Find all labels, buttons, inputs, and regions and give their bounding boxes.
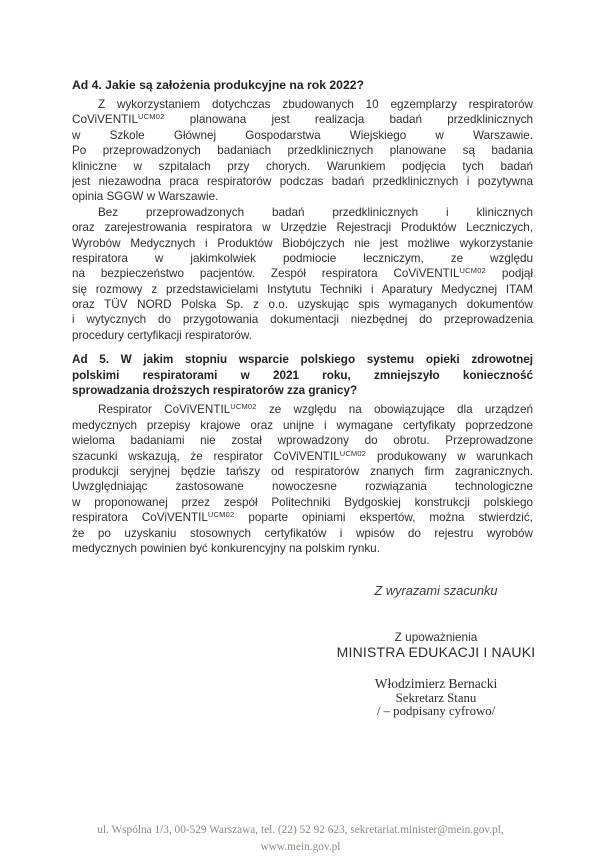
signer-name: Włodzimierz Bernacki — [374, 676, 498, 691]
authorization-line: Z upoważnienia — [394, 630, 478, 644]
text-line: w proponowanej przez zespół Politechniki Bydgoskiej konstrukcji polskiego — [72, 495, 533, 509]
authority-name: MINISTRA EDUKACJI I NAUKI — [336, 644, 536, 660]
text-line: Uwzględniając zastosowane nowoczesne rozwiązania technologiczne — [72, 480, 533, 494]
text-line — [72, 112, 533, 127]
superscript-model-code: UCM02 — [339, 448, 367, 458]
text-segment: szacunki wskazują, że respirator CoViVENTIL — [72, 449, 340, 463]
text-line: Po przeprowadzonych badaniach przedklinicznych planowane są badania — [72, 144, 533, 158]
heading-line: polskimi respiratorami w 2021 roku, zmniejszyło konieczność — [72, 368, 533, 382]
heading-line: sprowadzania droższych respiratorów zza granicy? — [72, 384, 358, 398]
digital-signature-note: / – podpisany cyfrowo/ — [376, 704, 496, 718]
closing-salutation: Z wyrazami szacunku — [374, 583, 498, 598]
text-line: się rozmowy z przedstawicielami Instytutu Techniki i Aparatury Medycznej ITAM — [72, 282, 533, 296]
paragraph-ad4-2 — [72, 205, 533, 344]
text-line: oraz zarejestrowania respiratora w Urzędzie Rejestracji Produktów Leczniczych, — [72, 221, 533, 235]
superscript-model-code: UCM02 — [459, 266, 486, 276]
heading-line: Ad 5. W jakim stopniu wsparcie polskiego systemu opieki zdrowotnej — [72, 353, 533, 367]
text-segment: produkowany w warunkach — [376, 449, 533, 463]
text-line — [72, 266, 533, 281]
text-line: wieloma badaniami nie został wprowadzony do obrotu. Przeprowadzone — [72, 434, 533, 448]
letterhead-footer — [0, 822, 601, 856]
text-line: jest niezawodna praca respiratorów podczas badań przedklinicznych i pozytywna — [72, 174, 533, 188]
superscript-model-code: UCM02 — [138, 112, 165, 122]
signer-title: Sekretarz Stanu — [395, 690, 477, 705]
text-line: medycznych przepisy krajowe oraz unijne i wymagane certyfikaty poprzedzone — [72, 418, 533, 432]
text-segment: CoViVENTIL — [72, 113, 139, 127]
text-segment: na bezpieczeństwo pacjentów. Zespół respiratora CoViVENTIL — [72, 267, 460, 281]
signature-block — [326, 630, 546, 719]
text-segment: respiratora CoViVENTIL — [72, 511, 208, 525]
text-line: opinia SGGW w Warszawie. — [72, 190, 219, 204]
text-line — [72, 402, 533, 417]
question-5-heading — [72, 352, 533, 398]
text-segment: ze względu na obowiązujące dla urządzeń — [268, 403, 533, 417]
text-line: medycznych powinien być konkurencyjny na polskim rynku. — [72, 541, 380, 555]
signature-spacer — [326, 661, 546, 677]
question-4-heading: Ad 4. Jakie są założenia produkcyjne na rok 2022? — [72, 78, 364, 92]
text-segment: poparte opiniami ekspertów, można stwierdzić, — [248, 511, 533, 525]
text-line: respiratora w jakimkolwiek podmiocie leczniczym, ze względu — [72, 251, 533, 265]
superscript-model-code: UCM02 — [207, 510, 235, 520]
text-line: Wyrobów Medycznych i Produktów Biobójczych nie jest możliwe wykorzystanie — [72, 236, 533, 250]
text-line: i wytycznych do przygotowania dokumentacji niezbędnej do przeprowadzenia — [72, 313, 533, 327]
text-line: w Szkole Głównej Gospodarstwa Wiejskiego w Warszawie. — [72, 128, 533, 142]
text-line: że po uzyskaniu stosownych certyfikatów i wpisów do rejestru wyrobów — [72, 526, 533, 540]
text-segment: planowana jest realizacja badań przedklinicznych — [189, 113, 533, 127]
text-line: kliniczne w szpitalach przy chorych. Warunkiem podjęcia tych badań — [72, 159, 533, 173]
text-segment: podjął — [501, 267, 533, 281]
text-line — [72, 510, 533, 525]
paragraph-ad5-1 — [72, 402, 533, 556]
text-line — [72, 449, 533, 464]
superscript-model-code: UCM02 — [230, 402, 257, 412]
text-line: Bez przeprowadzonych badań przedklinicznych i klinicznych — [98, 205, 533, 219]
text-line: produkcji seryjnej będzie tańszy od respiratorów znanych firm zagranicznych. — [72, 464, 533, 478]
text-line: procedury certyfikacji respiratorów. — [72, 328, 252, 342]
paragraph-ad4-1 — [72, 97, 533, 205]
letter-body — [72, 78, 533, 556]
footer-address-line: ul. Wspólna 1/3, 00-529 Warszawa, tel. (22) 52 92 623, sekretariat.minister@mein.gov.pl, — [97, 824, 504, 836]
text-segment: Respirator CoViVENTIL — [98, 403, 231, 417]
footer-website: www.mein.gov.pl — [260, 841, 341, 853]
text-line: Z wykorzystaniem dotychczas zbudowanych 10 egzemplarzy respiratorów — [98, 98, 533, 111]
text-line: oraz TÜV NORD Polska Sp. z o.o. uzyskując spis wymaganych dokumentów — [72, 298, 533, 312]
